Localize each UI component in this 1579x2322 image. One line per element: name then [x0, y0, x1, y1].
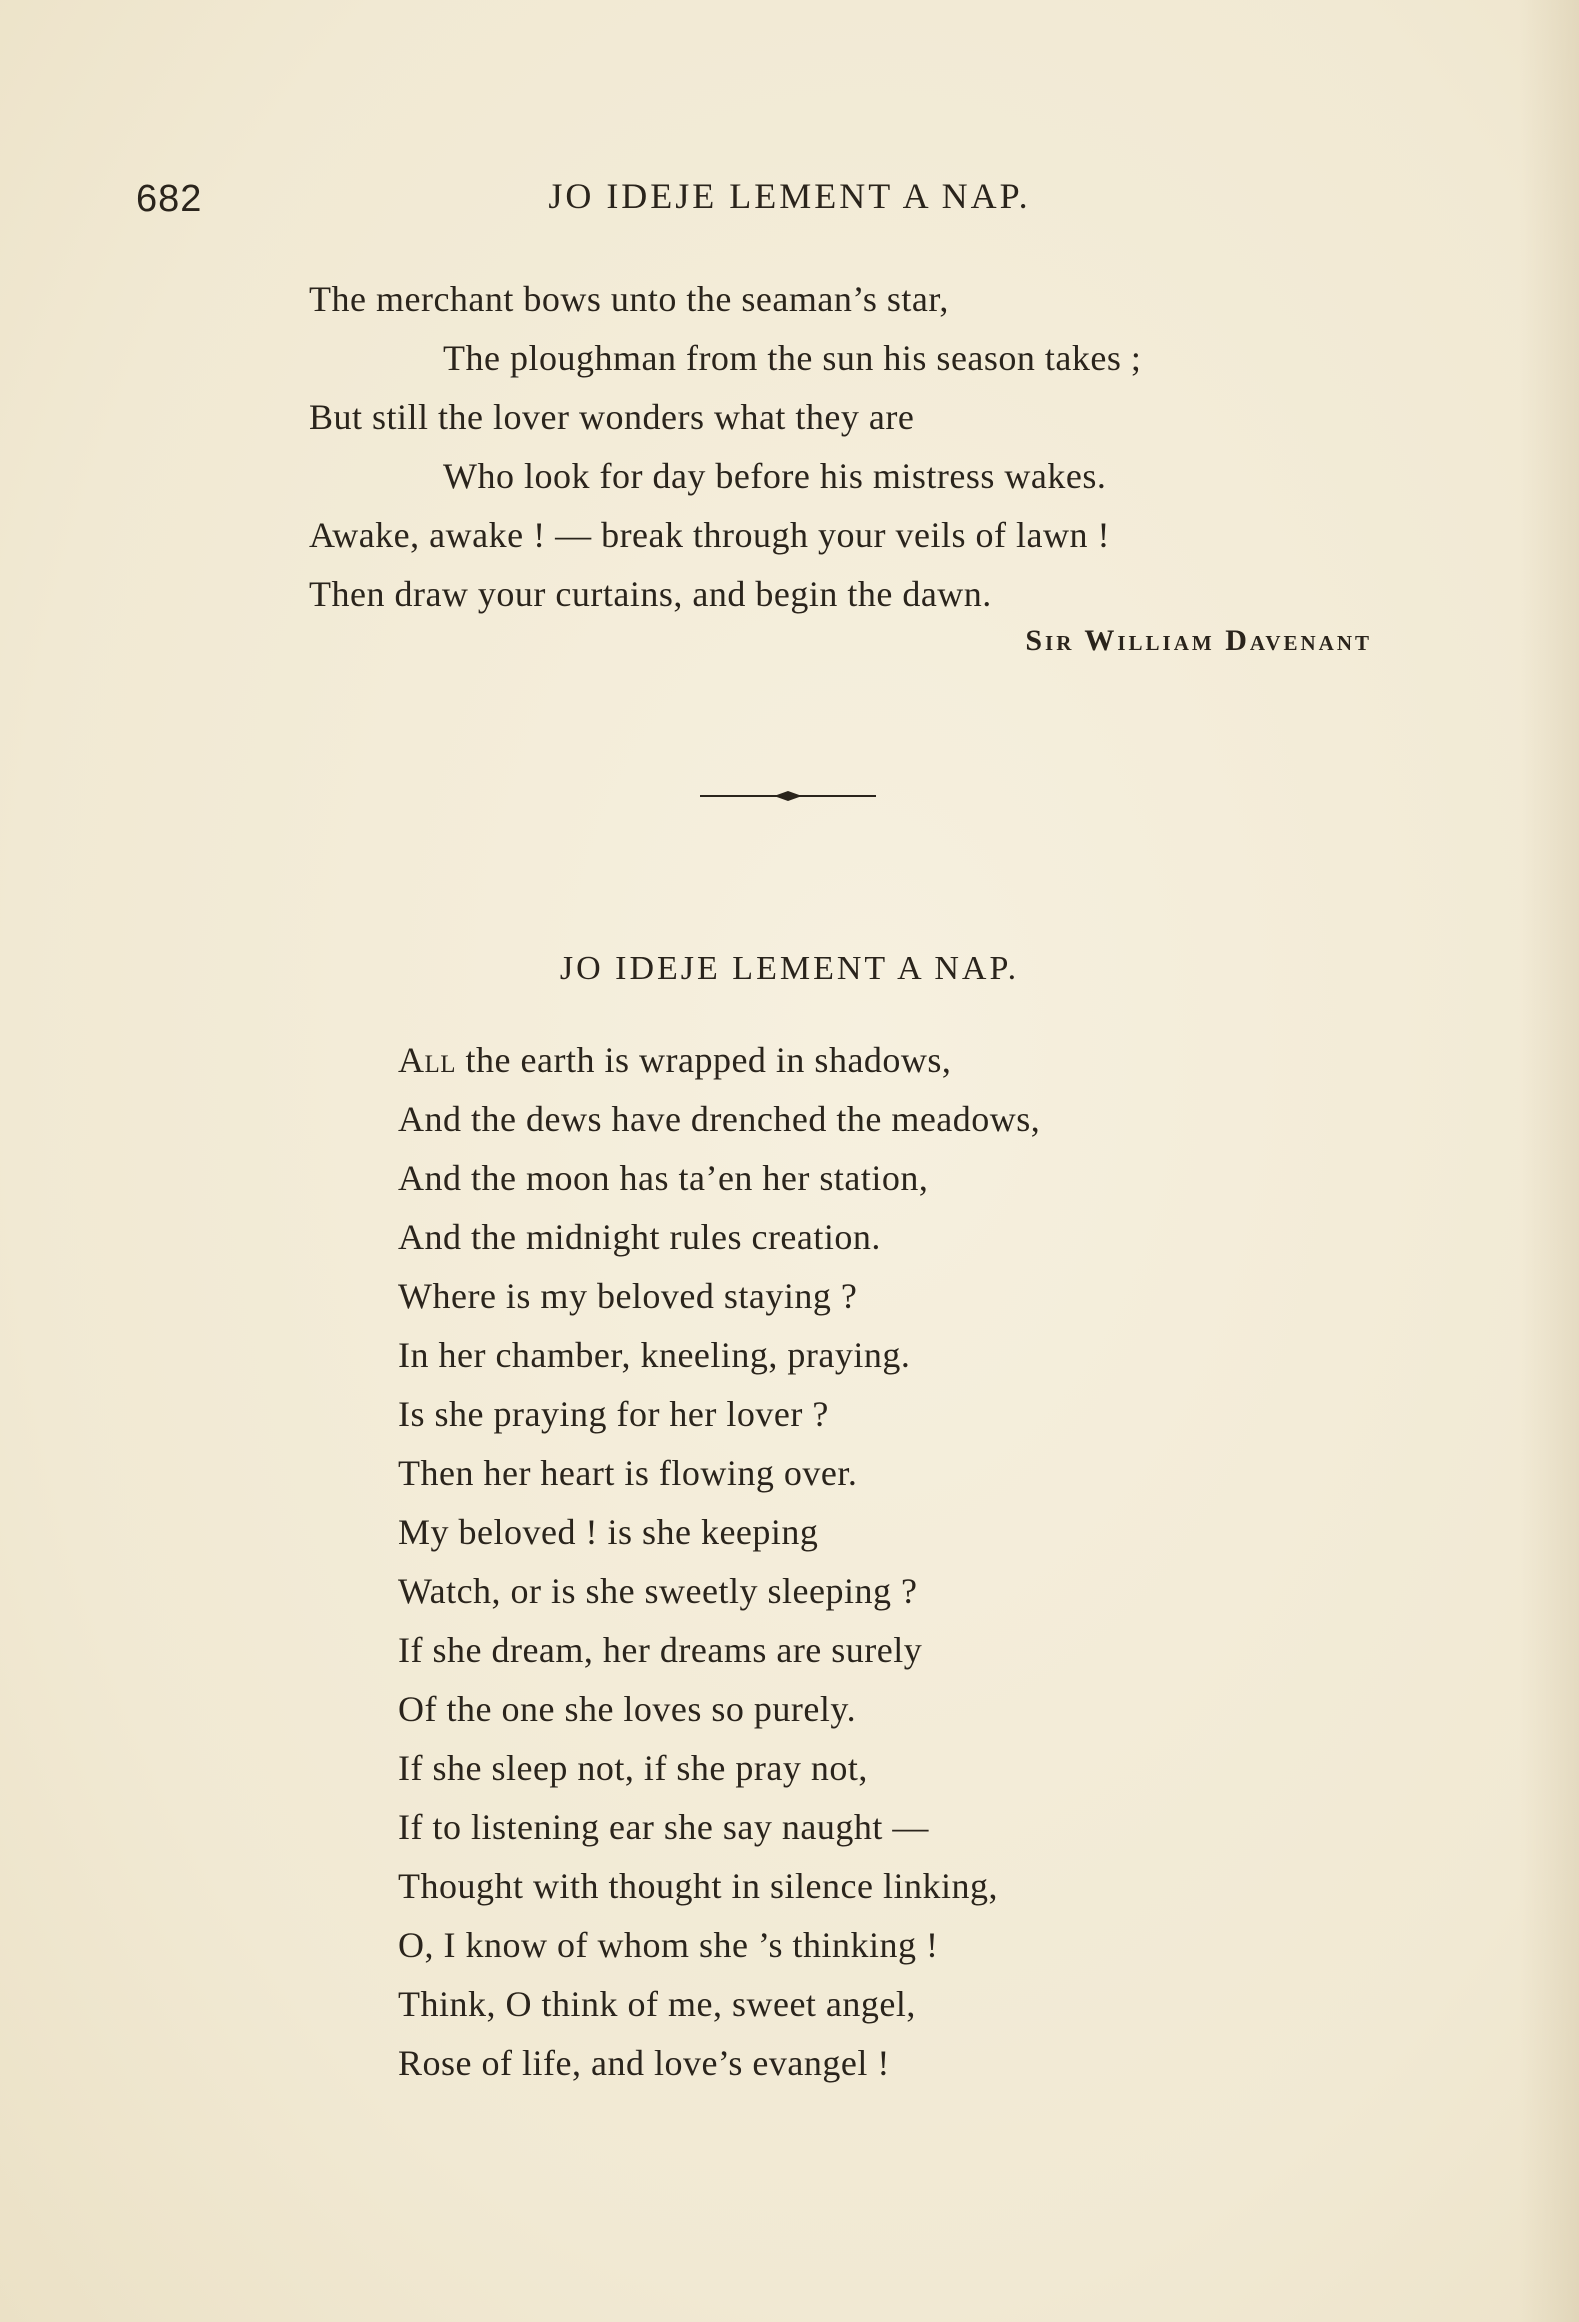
poem-line: But still the lover wonders what they are [309, 397, 915, 437]
poem-line: O, I know of whom she ’s thinking ! [398, 1925, 939, 1965]
running-head: JO IDEJE LEMENT A NAP. [548, 176, 1031, 216]
poem-line: Then her heart is flowing over. [398, 1453, 858, 1493]
poem-line: Where is my beloved staying ? [398, 1276, 858, 1316]
poem-line: Who look for day before his mistress wakes. [443, 456, 1107, 496]
first-line-text: the earth is wrapped in shadows, [456, 1040, 952, 1080]
poem-line: Of the one she loves so purely. [398, 1689, 857, 1729]
page-number: 682 [136, 178, 203, 220]
poem-line: My beloved ! is she keeping [398, 1512, 819, 1552]
author-attribution: Sir William Davenant [1025, 624, 1372, 657]
poem-line: If to listening ear she say naught — [398, 1807, 929, 1847]
poem-line: Think, O think of me, sweet angel, [398, 1984, 916, 2024]
poem-line: Then draw your curtains, and begin the dawn. [309, 574, 992, 614]
poem-line: Thought with thought in silence linking, [398, 1866, 998, 1906]
poem-line: Awake, awake ! — break through your veils of lawn ! [309, 515, 1110, 555]
poem-title: JO IDEJE LEMENT A NAP. [559, 950, 1020, 987]
poem-line: And the midnight rules creation. [398, 1217, 881, 1257]
poem-line: The merchant bows unto the seaman’s star, [309, 279, 949, 319]
poem-line: And the moon has ta’en her station, [398, 1158, 929, 1198]
poem-line: In her chamber, kneeling, praying. [398, 1335, 911, 1375]
section-divider-ornament [700, 786, 876, 806]
poem-line: If she sleep not, if she pray not, [398, 1748, 868, 1788]
poem-line: The ploughman from the sun his season takes ; [443, 338, 1142, 378]
page-gutter-shadow [1519, 0, 1579, 2322]
poem-line: If she dream, her dreams are surely [398, 1630, 923, 1670]
drop-initial-word: All [398, 1040, 457, 1080]
poem-line: Is she praying for her lover ? [398, 1394, 829, 1434]
poem-line: Watch, or is she sweetly sleeping ? [398, 1571, 918, 1611]
poem-first-line [398, 1039, 951, 1081]
poem-line: And the dews have drenched the meadows, [398, 1099, 1041, 1139]
poem-line: Rose of life, and love’s evangel ! [398, 2043, 890, 2083]
